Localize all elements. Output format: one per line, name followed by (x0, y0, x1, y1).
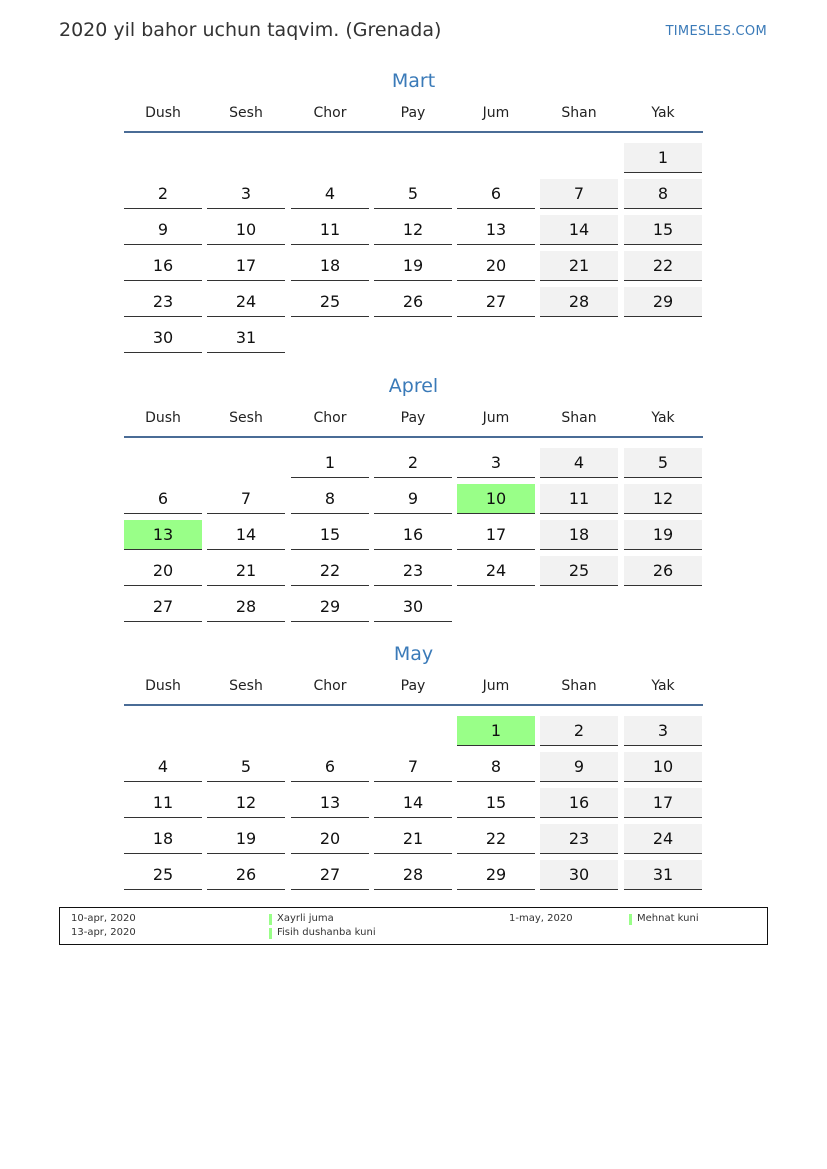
holiday-day-cell: 13 (124, 520, 202, 550)
day-cell: 11 (291, 215, 369, 245)
day-cell: 22 (291, 556, 369, 586)
day-cell: 2 (540, 716, 618, 746)
day-cell: 21 (374, 824, 452, 854)
weekday-header (124, 410, 703, 430)
month-title: May (393, 643, 434, 665)
legend-date: 10-apr, 2020 (71, 913, 136, 924)
legend-name: Mehnat kuni (629, 913, 699, 924)
weekday-label: Dush (145, 410, 181, 426)
day-cell: 26 (374, 287, 452, 317)
legend-date: 13-apr, 2020 (71, 927, 136, 938)
weekday-label: Dush (145, 678, 181, 694)
month-title: Mart (391, 70, 436, 92)
day-cell: 19 (374, 251, 452, 281)
weekday-label: Jum (482, 105, 510, 121)
day-cell: 6 (124, 484, 202, 514)
day-cell: 11 (540, 484, 618, 514)
day-cell: 23 (124, 287, 202, 317)
holiday-day-cell: 10 (457, 484, 535, 514)
day-cell: 6 (291, 752, 369, 782)
day-cell: 8 (457, 752, 535, 782)
day-cell: 20 (124, 556, 202, 586)
weekday-header (124, 678, 703, 698)
day-cell: 17 (457, 520, 535, 550)
day-cell: 28 (374, 860, 452, 890)
day-cell: 3 (207, 179, 285, 209)
weekday-label: Jum (482, 678, 510, 694)
day-cell: 18 (540, 520, 618, 550)
day-cell: 3 (457, 448, 535, 478)
weekday-label: Shan (561, 105, 597, 121)
day-cell: 13 (291, 788, 369, 818)
day-cell: 29 (457, 860, 535, 890)
holiday-legend (59, 907, 768, 945)
day-cell: 5 (374, 179, 452, 209)
day-cell: 6 (457, 179, 535, 209)
day-cell: 18 (124, 824, 202, 854)
weekday-label: Dush (145, 105, 181, 121)
weekday-label: Chor (313, 410, 347, 426)
day-cell: 28 (540, 287, 618, 317)
weekday-label: Yak (651, 105, 675, 121)
weekday-label: Chor (313, 678, 347, 694)
day-cell: 27 (457, 287, 535, 317)
weekday-label: Yak (651, 678, 675, 694)
day-cell: 25 (124, 860, 202, 890)
day-cell: 4 (540, 448, 618, 478)
day-cell: 9 (540, 752, 618, 782)
month-title: Aprel (388, 375, 439, 397)
day-cell: 3 (624, 716, 702, 746)
holiday-day-cell: 1 (457, 716, 535, 746)
header-divider (124, 704, 703, 706)
header-divider (124, 131, 703, 133)
day-cell: 26 (624, 556, 702, 586)
weekday-label: Shan (561, 410, 597, 426)
weekday-label: Sesh (229, 410, 263, 426)
day-cell: 19 (207, 824, 285, 854)
legend-date: 1-may, 2020 (509, 913, 573, 924)
day-cell: 25 (291, 287, 369, 317)
day-cell: 12 (374, 215, 452, 245)
day-cell: 11 (124, 788, 202, 818)
legend-name: Fisih dushanba kuni (269, 927, 376, 938)
day-cell: 29 (624, 287, 702, 317)
weekday-header (124, 105, 703, 125)
weekday-label: Yak (651, 410, 675, 426)
weekday-label: Sesh (229, 678, 263, 694)
day-cell: 9 (374, 484, 452, 514)
day-cell: 12 (207, 788, 285, 818)
header-divider (124, 436, 703, 438)
day-cell: 8 (291, 484, 369, 514)
day-cell: 16 (374, 520, 452, 550)
day-cell: 23 (374, 556, 452, 586)
day-cell: 20 (457, 251, 535, 281)
legend-name: Xayrli juma (269, 913, 334, 924)
day-cell: 31 (207, 323, 285, 353)
weekday-label: Jum (482, 410, 510, 426)
day-cell: 14 (207, 520, 285, 550)
day-cell: 4 (291, 179, 369, 209)
day-cell: 14 (374, 788, 452, 818)
weekday-label: Chor (313, 105, 347, 121)
day-cell: 1 (291, 448, 369, 478)
day-cell: 21 (540, 251, 618, 281)
day-cell: 15 (291, 520, 369, 550)
weekday-label: Pay (400, 105, 426, 121)
day-cell: 21 (207, 556, 285, 586)
day-cell: 24 (624, 824, 702, 854)
day-cell: 16 (540, 788, 618, 818)
day-cell: 24 (207, 287, 285, 317)
page-title: 2020 yil bahor uchun taqvim. (Grenada) (59, 19, 442, 41)
day-cell: 28 (207, 592, 285, 622)
day-cell: 31 (624, 860, 702, 890)
day-cell: 17 (207, 251, 285, 281)
day-cell: 5 (207, 752, 285, 782)
day-cell: 7 (207, 484, 285, 514)
day-cell: 4 (124, 752, 202, 782)
weekday-label: Shan (561, 678, 597, 694)
day-cell: 30 (540, 860, 618, 890)
day-cell: 26 (207, 860, 285, 890)
day-cell: 15 (624, 215, 702, 245)
day-cell: 24 (457, 556, 535, 586)
day-cell: 18 (291, 251, 369, 281)
day-cell: 27 (291, 860, 369, 890)
day-cell: 25 (540, 556, 618, 586)
day-cell: 23 (540, 824, 618, 854)
weekday-label: Pay (400, 410, 426, 426)
day-cell: 8 (624, 179, 702, 209)
day-cell: 15 (457, 788, 535, 818)
day-cell: 13 (457, 215, 535, 245)
day-cell: 29 (291, 592, 369, 622)
day-cell: 10 (207, 215, 285, 245)
day-cell: 1 (624, 143, 702, 173)
day-cell: 12 (624, 484, 702, 514)
day-cell: 30 (374, 592, 452, 622)
day-cell: 7 (540, 179, 618, 209)
day-cell: 9 (124, 215, 202, 245)
day-cell: 14 (540, 215, 618, 245)
site-link[interactable]: TIMESLES.COM (665, 24, 767, 39)
day-cell: 5 (624, 448, 702, 478)
day-cell: 19 (624, 520, 702, 550)
day-cell: 2 (374, 448, 452, 478)
day-cell: 17 (624, 788, 702, 818)
day-cell: 22 (457, 824, 535, 854)
day-cell: 2 (124, 179, 202, 209)
day-cell: 16 (124, 251, 202, 281)
day-cell: 10 (624, 752, 702, 782)
day-cell: 7 (374, 752, 452, 782)
day-cell: 22 (624, 251, 702, 281)
weekday-label: Pay (400, 678, 426, 694)
day-cell: 30 (124, 323, 202, 353)
day-cell: 20 (291, 824, 369, 854)
day-cell: 27 (124, 592, 202, 622)
weekday-label: Sesh (229, 105, 263, 121)
